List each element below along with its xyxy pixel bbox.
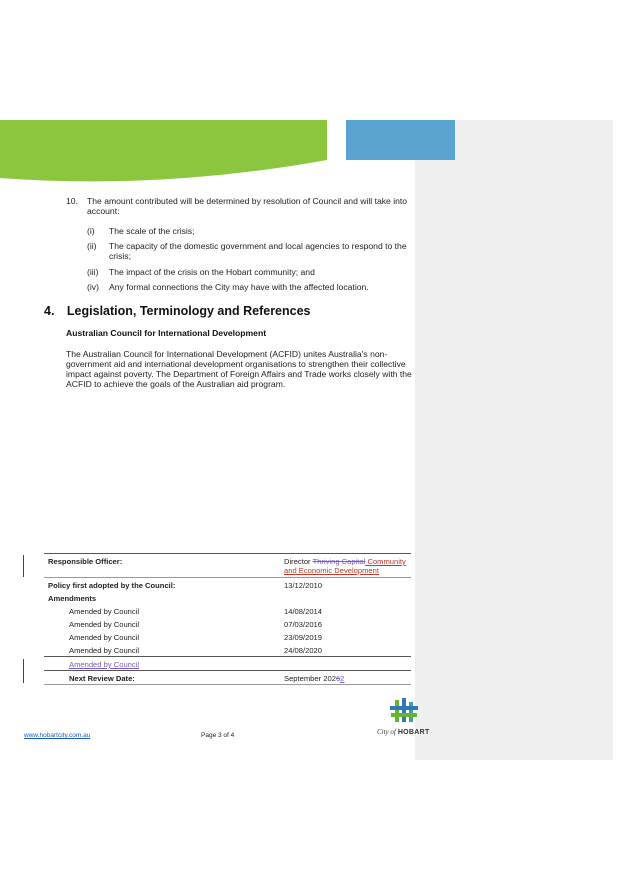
sub-item-number: (iii) [87,267,99,277]
list-number-10: 10. [66,196,78,206]
next-review-prefix: September 202 [284,674,336,683]
section-subheading: Australian Council for International Development [66,328,267,338]
amendment-label: Amended by Council [69,645,140,655]
amendment-label: Amended by Council [69,606,140,616]
responsible-prefix: Director [284,557,313,566]
table-row [44,554,411,578]
table-row [44,644,411,657]
sub-item-text: The capacity of the domestic government and local agencies to respond to the crisis; [109,241,407,261]
policy-details-table [44,553,411,685]
inserted-text: Community and Economic Development [284,557,406,575]
comment-margin-panel [415,120,613,760]
new-amendment-label [44,657,280,671]
table-row [44,671,411,685]
amendment-label: Amended by Council [69,632,140,642]
responsible-officer-value [280,554,411,578]
sub-item-text: The scale of the crisis; [109,226,195,236]
blue-banner-shape [346,120,455,160]
header-banner [0,120,455,190]
logo-city-of: City of [377,728,396,736]
logo-hobart: HOBART [397,729,430,736]
table-row [44,618,411,631]
table-row [44,631,411,644]
next-review-value [280,671,411,685]
section-paragraph: The Australian Council for International Development (ACFID) unites Australia’s non-government aid and international development organisations to strengthen their collective impact against poverty. The Department of Foreign Affairs and Trade works closely with the ACFID to achieve the goals of the Australian aid program. [66,349,412,389]
sub-item-number: (i) [87,226,95,236]
responsible-officer-label: Responsible Officer: [48,557,123,566]
adopted-value: 13/12/2010 [284,581,323,590]
inserted-text: Amended by Council [69,660,140,669]
city-of-hobart-logo [377,698,435,740]
page-number: Page 3 of 4 [201,732,235,739]
table-row [44,578,411,592]
inserted-text: 2 [340,674,345,683]
amendment-date: 23/09/2019 [284,632,323,642]
sub-item-number: (ii) [87,241,97,251]
hobart-logo-mark-icon [377,698,435,728]
logo-wordmark [377,728,430,736]
deleted-text: 6 [335,674,341,683]
next-review-label: Next Review Date: [69,674,135,683]
website-link[interactable]: www.hobartcity.com.au [24,732,91,739]
deleted-text: Thriving Capital [312,557,366,566]
sub-item-text: The impact of the crisis on the Hobart community; and [109,267,315,277]
section-heading: 4. Legislation, Terminology and References [44,304,311,318]
amendment-label: Amended by Council [69,619,140,629]
sub-item-number: (iv) [87,282,99,292]
green-banner-shape [0,120,327,181]
sub-item-text: Any formal connections the City may have with the affected location. [109,282,369,292]
amendment-date: 14/08/2014 [284,606,323,616]
change-bar [23,555,24,577]
table-row [44,657,411,671]
amendment-date: 07/03/2016 [284,619,323,629]
change-bar [23,659,24,683]
list-item-10-text: The amount contributed will be determined by resolution of Council and will take into account: [87,196,408,216]
amendment-date: 24/08/2020 [284,645,323,655]
amendments-label: Amendments [48,593,97,603]
table-row [44,605,411,618]
table-row [44,592,411,605]
adopted-label: Policy first adopted by the Council: [48,581,176,590]
